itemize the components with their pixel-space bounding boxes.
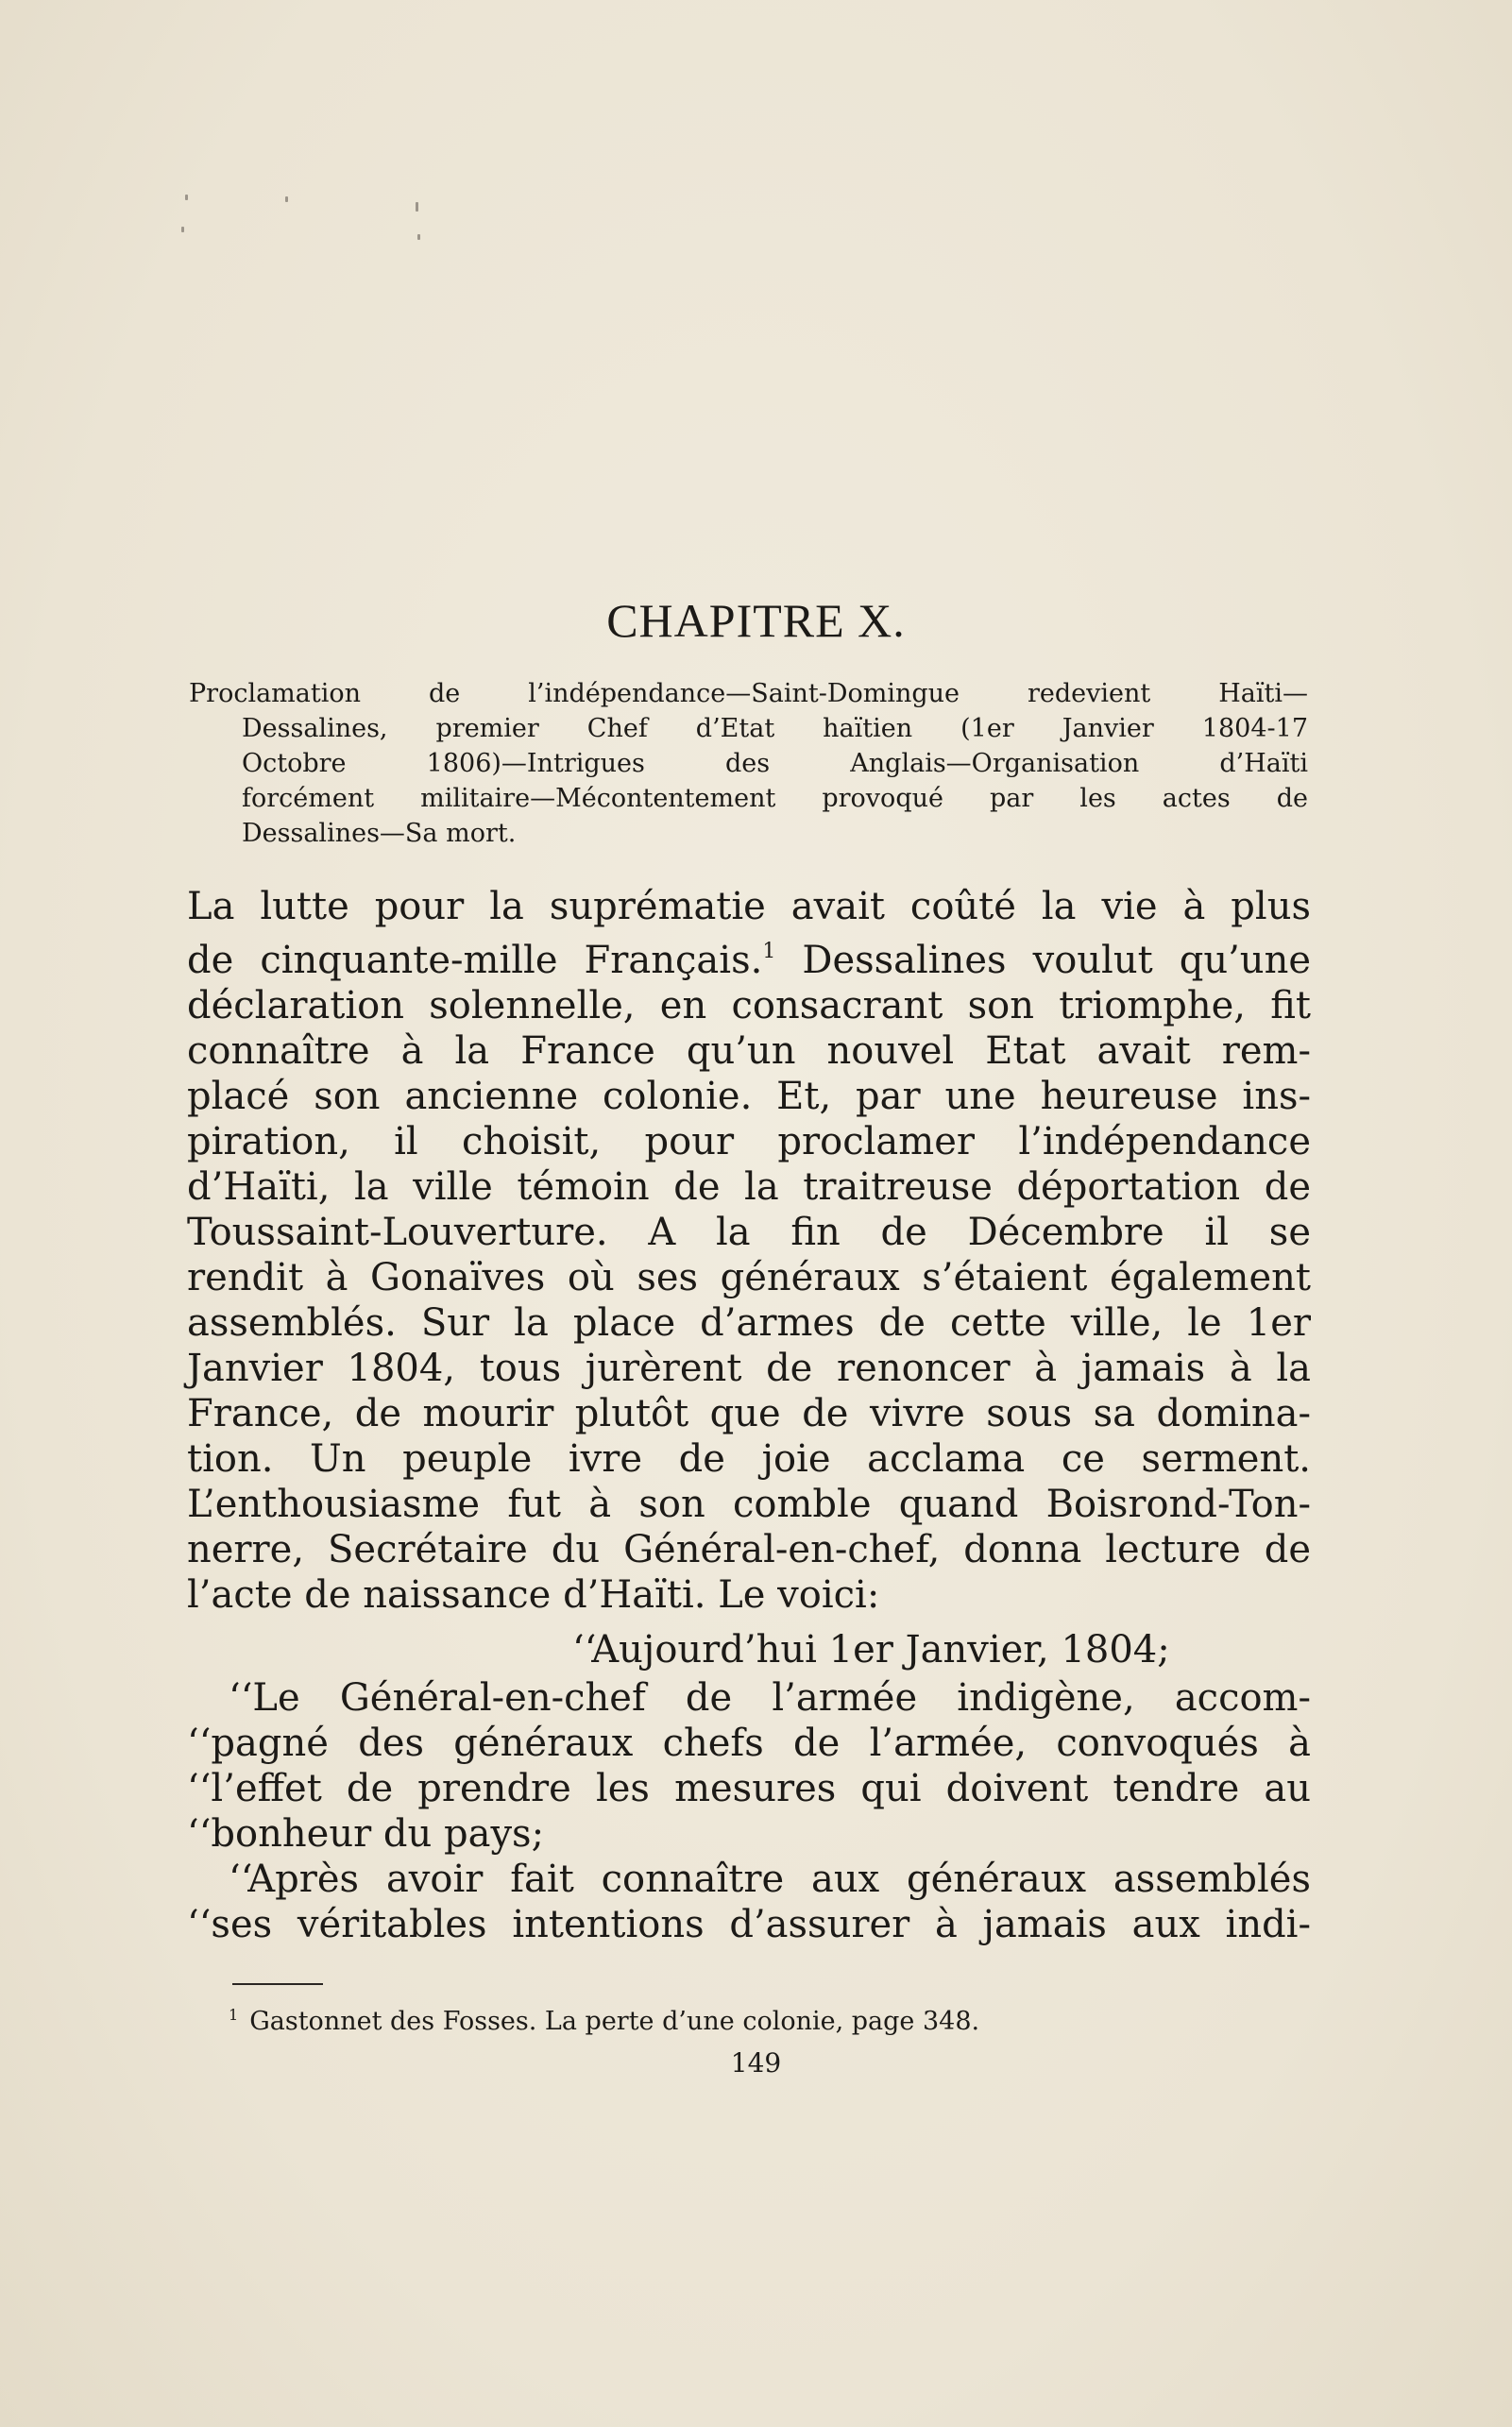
body-line: L’enthousiasme fut à son comble quand Boisrond-Ton- — [187, 1483, 1311, 1526]
body-line: rendit à Gonaïves où ses généraux s’étaient également — [187, 1256, 1311, 1299]
proclamation-date-line: ‘‘Aujourd’hui 1er Janvier, 1804; — [572, 1628, 1170, 1672]
body-paragraph — [187, 884, 1311, 1618]
summary-line: Octobre 1806)—Intrigues des Anglais—Organisation d’Haïti — [242, 749, 1308, 778]
speck — [417, 234, 420, 240]
footnote-text: Gastonnet des Fosses. La perte d’une colonie, page 348. — [249, 2007, 980, 2036]
body-line-part: de cinquante-mille Français. — [187, 939, 763, 982]
body-line: France, de mourir plutôt que de vivre sous sa domina- — [187, 1392, 1311, 1435]
footnote-reference[interactable]: 1 — [762, 940, 776, 963]
body-line: La lutte pour la suprématie avait coûté la vie à plus — [187, 885, 1311, 928]
footnote-divider — [232, 1983, 323, 1985]
quote-line: ‘‘ses véritables intentions d’assurer à jamais aux indi- — [187, 1903, 1311, 1946]
chapter-title: CHAPITRE X. — [606, 594, 906, 647]
page-number: 149 — [730, 2047, 782, 2079]
speck — [185, 195, 188, 200]
summary-line: forcément militaire—Mécontentement provoqué par les actes de — [242, 784, 1308, 813]
speck — [285, 196, 288, 202]
footnote-marker: 1 — [229, 2006, 239, 2024]
proclamation-quote-2 — [187, 1857, 1311, 1947]
speck — [181, 227, 184, 232]
body-line: Toussaint-Louverture. A la fin de Décembre il se — [187, 1211, 1311, 1254]
chapter-summary — [189, 676, 1308, 851]
summary-line: Dessalines—Sa mort. — [242, 819, 517, 848]
body-line: Janvier 1804, tous jurèrent de renoncer à jamais à la — [187, 1347, 1311, 1390]
quote-line: ‘‘Le Général-en-chef de l’armée indigène, accom- — [229, 1676, 1311, 1720]
body-line: l’acte de naissance d’Haïti. Le voici: — [187, 1573, 880, 1617]
quote-line: ‘‘Après avoir fait connaître aux généraux assemblés — [229, 1858, 1311, 1901]
body-line: connaître à la France qu’un nouvel Etat avait rem- — [187, 1029, 1311, 1073]
proclamation-quote-1 — [187, 1675, 1311, 1857]
quote-line: ‘‘l’effet de prendre les mesures qui doivent tendre au — [187, 1767, 1311, 1810]
quote-line: ‘‘bonheur du pays; — [187, 1812, 545, 1856]
speck — [416, 202, 418, 212]
quote-line: ‘‘pagné des généraux chefs de l’armée, convoqués à — [187, 1722, 1311, 1765]
paper-specks — [179, 189, 463, 264]
body-line: déclaration solennelle, en consacrant son triomphe, fit — [187, 984, 1311, 1027]
body-line: nerre, Secrétaire du Général-en-chef, donna lecture de — [187, 1528, 1311, 1571]
body-line-part: Dessalines voulut qu’une — [775, 939, 1312, 982]
summary-line: Proclamation de l’indépendance—Saint-Domingue redevient Haïti— — [189, 679, 1308, 708]
body-line: placé son ancienne colonie. Et, par une heureuse ins- — [187, 1075, 1311, 1118]
summary-line: Dessalines, premier Chef d’Etat haïtien (1er Janvier 1804-17 — [242, 714, 1308, 743]
footnote — [229, 2006, 979, 2036]
body-line — [187, 929, 1311, 983]
body-line: d’Haïti, la ville témoin de la traitreuse déportation de — [187, 1165, 1311, 1209]
body-line: piration, il choisit, pour proclamer l’indépendance — [187, 1120, 1311, 1163]
body-line: assemblés. Sur la place d’armes de cette ville, le 1er — [187, 1301, 1311, 1345]
body-line: tion. Un peuple ivre de joie acclama ce serment. — [187, 1437, 1311, 1481]
